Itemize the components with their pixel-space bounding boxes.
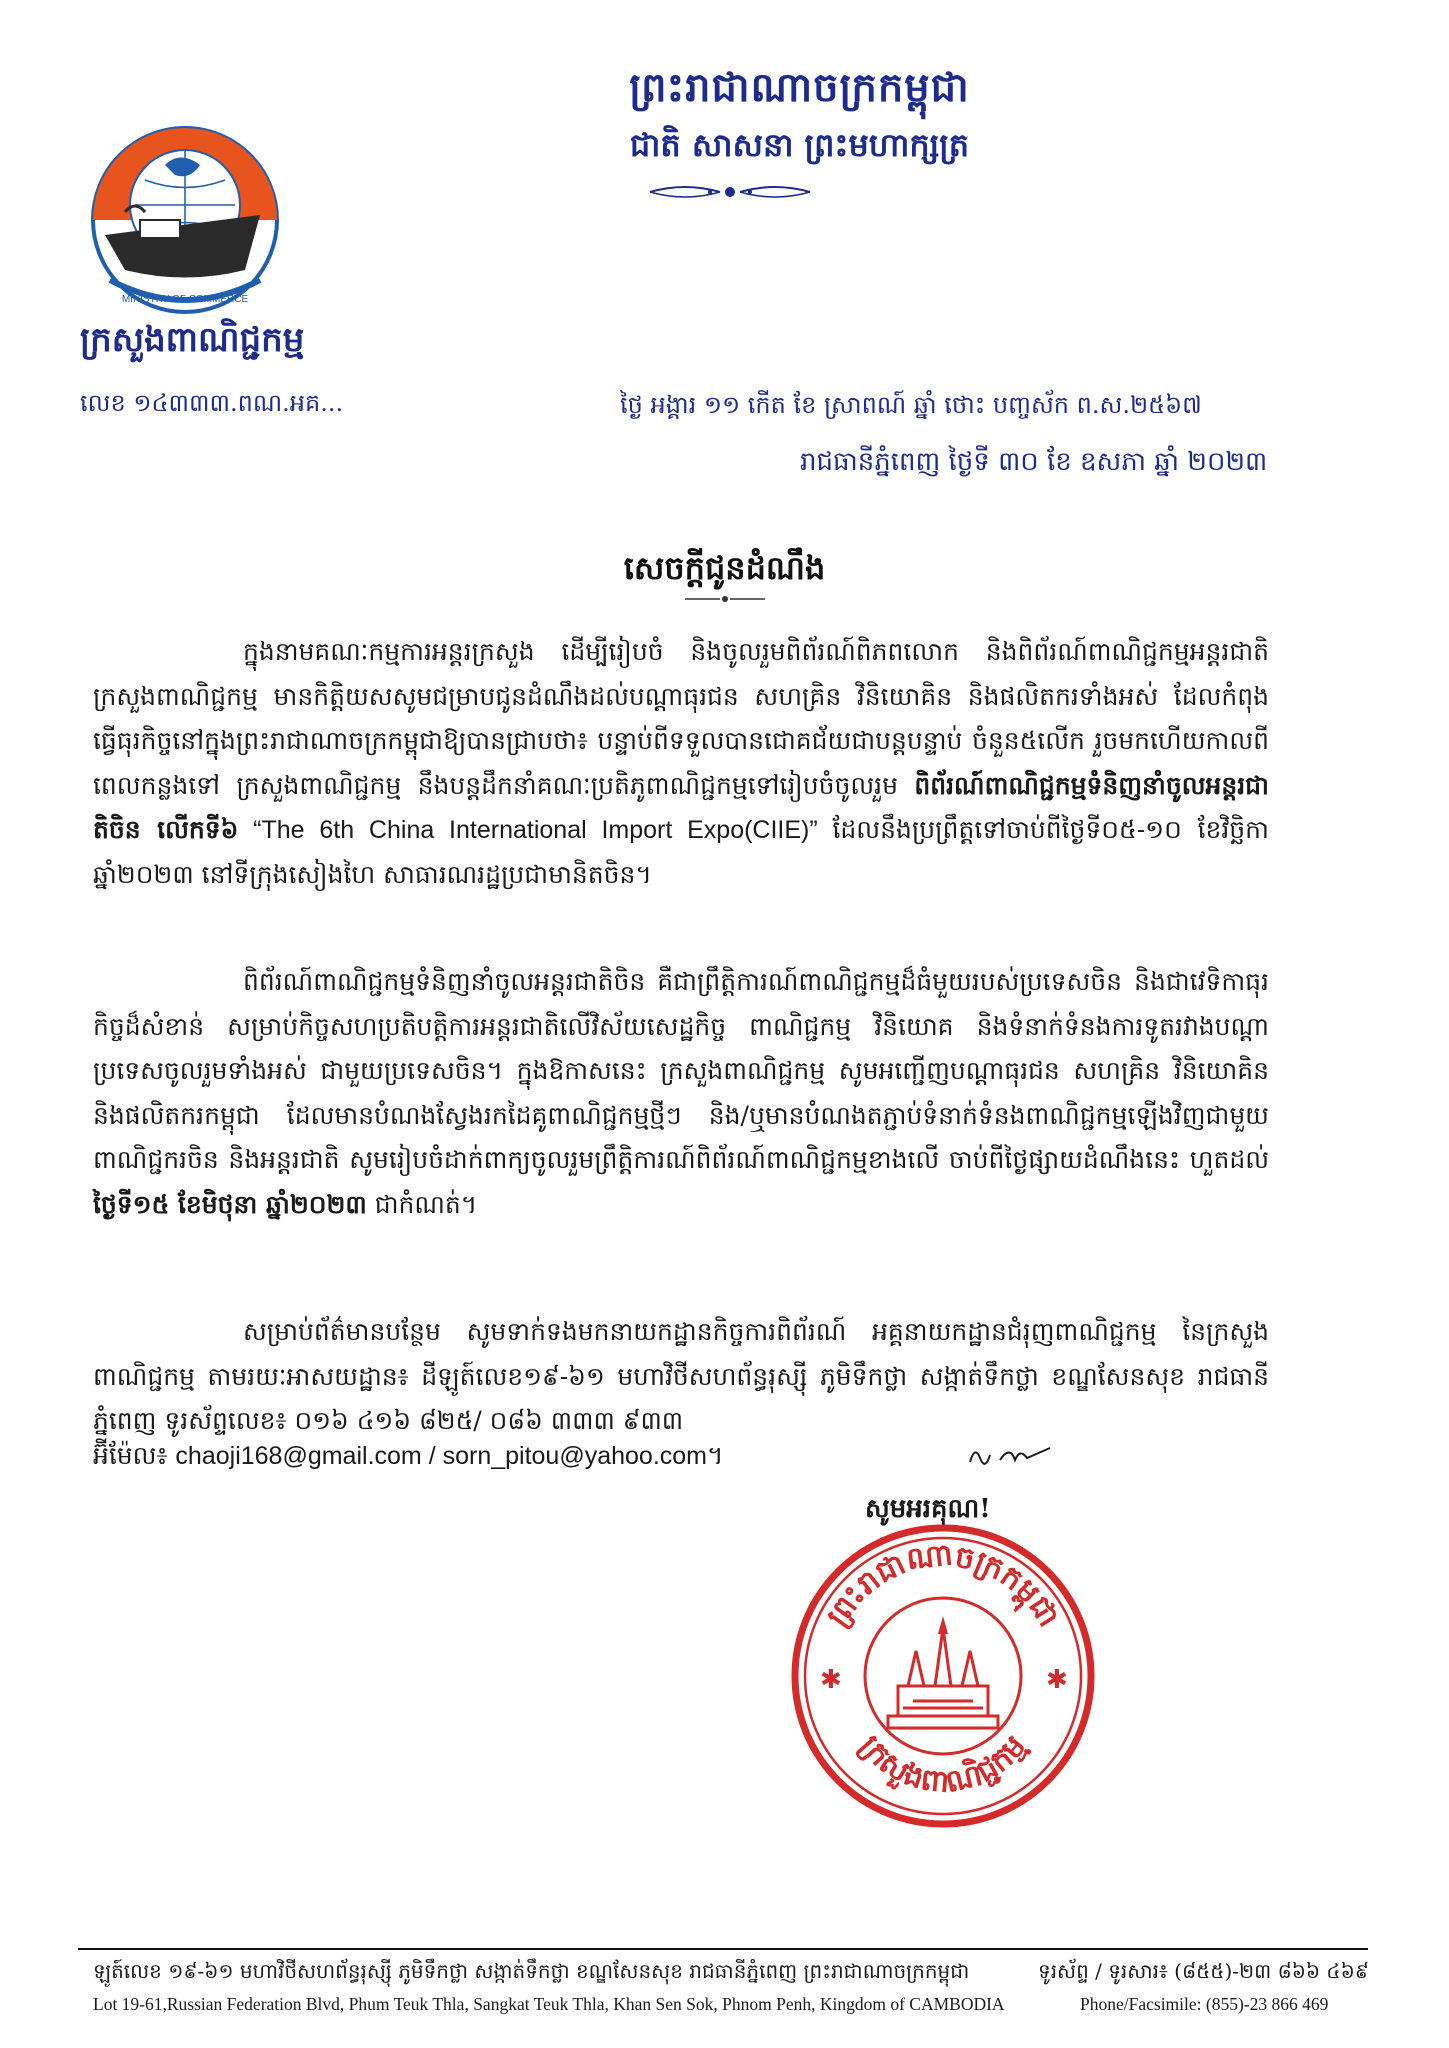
- paragraph-2-text-b: ជាកំណត់។: [366, 1189, 478, 1219]
- closing-thanks: សូមអរគុណ!: [865, 1494, 991, 1524]
- expo-name-en: “The 6th China International Import Expo(CIIE)”: [238, 816, 833, 845]
- deadline: ថ្ងៃទី១៥ ខែមិថុនា ឆ្នាំ២០២៣: [93, 1189, 367, 1219]
- end-mark: ។: [707, 1441, 724, 1470]
- logo-text: MINISTRY OF COMMERCE: [121, 294, 249, 305]
- paragraph-1-text-a: ក្នុងនាមគណៈកម្មការអន្តរក្រសួង ដើម្បីរៀបចំ និងចូលរួមពិព័រណ៍ពិភពលោក និងពិព័រណ៍ពាណិជ្ជកម្មអន្តរជាតិ ក្រសួងពាណិជ្ជកម្ម មានកិត្តិយសសូមជម្រាបជូនដំណឹងដល់បណ្ដាធុរជន សហគ្រិន វិនិយោគិន និងផលិតករទាំងអស់ ដែលកំពុងធ្វើធុរកិច្ចនៅក្នុងព្រះរាជាណាចក្រកម្ពុជាឱ្យបានជ្រាបថា៖ បន្ទាប់ពីទទួលបានជោគជ័យជាបន្តបន្ទាប់ ចំនួន៥លើក រួចមកហើយកាលពីពេលកន្លងទៅ ក្រសួងពាណិជ្ជកម្ម នឹងបន្តដឹកនាំគណៈប្រតិភូពាណិជ្ជកម្មទៅរៀបចំចូលរួម: [93, 637, 1269, 800]
- seal-bottom-text: ក្រសួងពាណិជ្ជកម្ម: [852, 1728, 1034, 1801]
- footer-phone-en: Phone/Facsimile: (855)-23 866 469: [1080, 1994, 1329, 2014]
- ministry-name: ក្រសួងពាណិជ្ជកម្ម: [80, 320, 305, 360]
- lunar-date: ថ្ងៃ អង្គារ ១១ កើត ខែ ស្រាពណ៍ ឆ្នាំ ថោះ បញ្ចស័ក ព.ស.២៥៦៧: [620, 391, 1202, 419]
- solar-date: រាជធានីភ្នំពេញ ថ្ងៃទី ៣០ ខែ ឧសភា ឆ្នាំ ២០២៣: [800, 447, 1268, 477]
- reference-number: លេខ ១៤៣៣៣.ពណ.អគ...: [80, 389, 344, 417]
- seal-star-left-icon: ✱: [820, 1665, 842, 1695]
- ministry-logo: [80, 120, 290, 320]
- seal-top-text: ព្រះរាជាណាចក្រកម្ពុជា: [819, 1537, 1067, 1634]
- paragraph-3: [93, 1310, 1269, 1444]
- seal-star-right-icon: ✱: [1046, 1665, 1068, 1695]
- email-line: [93, 1441, 724, 1477]
- email-label: អ៊ីម៉ែល៖: [93, 1441, 168, 1470]
- notice-title: សេចក្តីជូនដំណឹង: [623, 549, 826, 587]
- paragraph-2-text-a: ពិព័រណ៍ពាណិជ្ជកម្មទំនិញនាំចូលអន្តរជាតិចិន គឺជាព្រឹត្តិការណ៍ពាណិជ្ជកម្មដ៏ធំមួយរបស់ប្រទេសចិន និងជាវេទិកាធុរកិច្ចដ៏សំខាន់ សម្រាប់កិច្ចសហប្រតិបត្តិការអន្តរជាតិលើវិស័យសេដ្ឋកិច្ច ពាណិជ្ជកម្ម វិនិយោគ និងទំនាក់ទំនងការទូតរវាងបណ្ដាប្រទេសចូលរួមទាំងអស់ ជាមួយប្រទេសចិន។ ក្នុងឱកាសនេះ ក្រសួងពាណិជ្ជកម្ម សូមអញ្ជើញបណ្ដាធុរជន សហគ្រិន វិនិយោគិន និងផលិតករកម្ពុជា ដែលមានបំណងស្វែងរកដៃគូពាណិជ្ជកម្មថ្មីៗ និង/ឬមានបំណងតភ្ជាប់ទំនាក់ទំនងពាណិជ្ជកម្មឡើងវិញជាមួយពាណិជ្ជករចិន និងអន្តរជាតិ សូមរៀបចំដាក់ពាក្យចូលរួមព្រឹត្តិការណ៍ពិព័រណ៍ពាណិជ្ជកម្មខាងលើ ចាប់ពីថ្ងៃផ្សាយដំណឹងនេះ ហួតដល់: [93, 967, 1269, 1175]
- footer-address-en: Lot 19-61,Russian Federation Blvd, Phum Teuk Thla, Sangkat Teuk Thla, Khan Sen Sok, Phnom Penh, Kingdom of CAMBODIA: [93, 1994, 1005, 2014]
- email-addresses[interactable]: chaoji168@gmail.com / sorn_pitou@yahoo.com: [175, 1442, 708, 1470]
- footer-address-kh: ឡូត៍លេខ ១៩-៦១ មហាវិថីសហព័ន្ធរុស្ស៊ី ភូមិទឹកថ្លា សង្កាត់ទឹកថ្លា ខណ្ឌសែនសុខ រាជធានីភ្នំពេញ ព្រះរាជាណាចក្រកម្ពុជា: [93, 1959, 970, 1983]
- header-ornament-icon: [640, 180, 820, 204]
- expo-name-kh: ពិព័រណ៍ពាណិជ្ជកម្មទំនិញនាំចូលអន្តរជាតិចិន លើកទី៦: [93, 770, 1269, 845]
- paragraph-2: [93, 960, 1269, 1228]
- national-motto: ជាតិ សាសនា ព្រះមហាក្សត្រ: [629, 126, 970, 164]
- title-ornament-icon: [680, 593, 770, 605]
- footer-phone-kh: ទូរស័ព្ទ / ទូរសារ៖ (៨៥៥)-២៣ ៨៦៦ ៤៦៩: [1038, 1959, 1369, 1983]
- kingdom-title: ព្រះរាជាណាចក្រកម្ពុជា: [629, 64, 970, 111]
- svg-text:ក្រសួងពាណិជ្ជកម្ម: [853, 1729, 1034, 1801]
- paragraph-3-text: សម្រាប់ព័ត៌មានបន្ថែម សូមទាក់ទងមកនាយកដ្ឋានកិច្ចការពិព័រណ៍ អគ្គនាយកដ្ឋានជំរុញពាណិជ្ជកម្ម នៃក្រសួងពាណិជ្ជកម្ម តាមរយៈអាសយដ្ឋាន៖ ដីឡូត៍លេខ១៩-៦១ មហាវិថីសហព័ន្ធរុស្ស៊ី ភូមិទឹកថ្លា សង្កាត់ទឹកថ្លា ខណ្ឌសែនសុខ រាជធានីភ្នំពេញ ទូរស័ព្ទលេខ៖ ០១៦ ៤១៦ ៨២៥/ ០៨៦ ៣៣៣ ៩៣៣: [93, 1317, 1269, 1436]
- initials-signature: [965, 1440, 1055, 1470]
- paragraph-1: [93, 630, 1269, 898]
- footer-divider: [78, 1948, 1368, 1950]
- official-seal: [788, 1516, 1098, 1836]
- paragraph-1-text-b: ដែលនឹងប្រព្រឹត្តទៅចាប់ពីថ្ងៃទី០៥-១០ ខែវិច្ឆិកា ឆ្នាំ២០២៣ នៅទីក្រុងសៀងហៃ សាធារណរដ្ឋប្រជាមានិតចិន។: [93, 815, 1269, 889]
